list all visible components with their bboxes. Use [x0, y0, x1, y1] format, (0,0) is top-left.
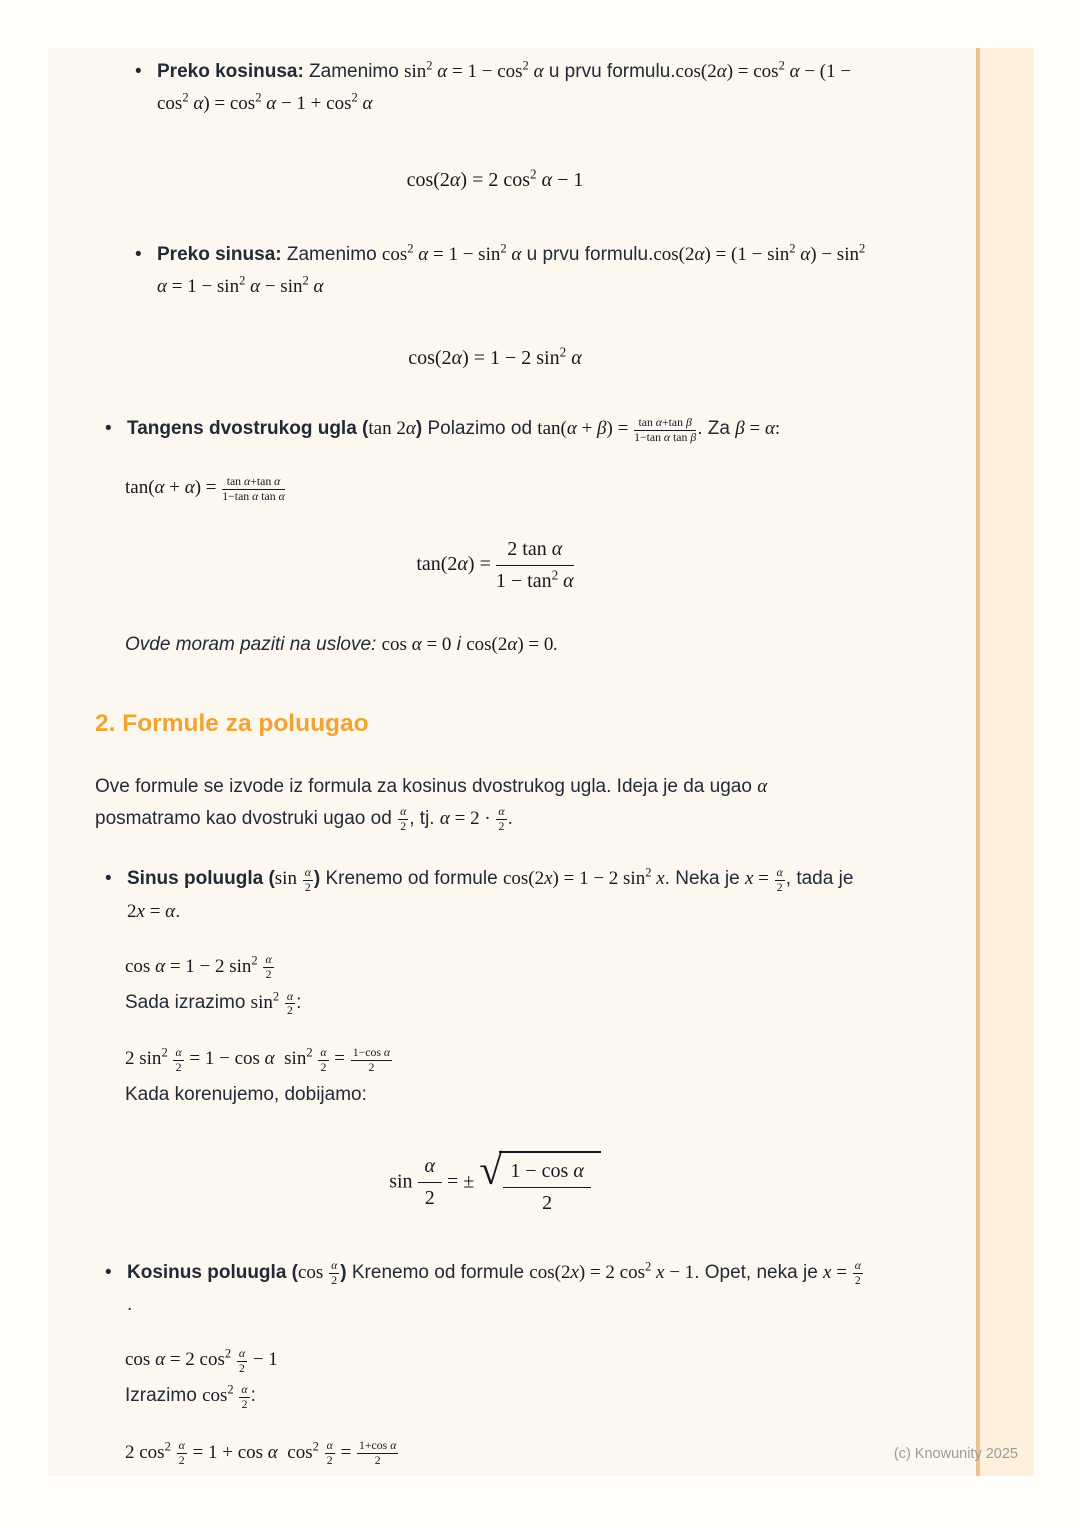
equation-cos-a-cos-half: cos α = 2 $\cos^2$ $\frac{\alpha}{2}$ − 1 [125, 1346, 278, 1375]
equation-tan-sum-step: tan(α + α) = $\frac{\text{tan α+tan α}}{\text{1−tan α tan α}}$ [125, 475, 285, 503]
section-intro-paragraph: Ove formule se izvode iz formula za kosinus dvostrukog ugla. Ideja je da ugao α posmatramo kao dvostruki ugao od $\frac{\alpha}{2}$ , tj. α = 2 · $\frac{\alpha}{2}$ . [95, 775, 768, 834]
section-heading-formule-za-poluugao: 2. Formule za poluugao [95, 709, 369, 737]
document-content [95, 56, 933, 1470]
text-sada-izrazimo: Sada izrazimo $\sin^2$ $\frac{\alpha}{2}$ : [125, 989, 302, 1018]
page-edge-stripe [976, 48, 1034, 1476]
text-kada-korenujemo: Kada korenujemo, dobijamo: [125, 1084, 367, 1106]
equation-cos2a-via-sin: cos(2α) = 1 − 2 $\sin^2 \alpha$ [408, 344, 582, 370]
bullet-icon: • [105, 418, 112, 440]
equation-2sin2-half: 2 $\sin^2$ $\frac{\alpha}{2}$ = 1 − cos α $\sin^2$ $\frac{\alpha}{2}$ = $\frac{\text{1−cos α}}{2}$ [125, 1045, 391, 1074]
bullet-icon: • [105, 868, 112, 890]
equation-tan2a: tan(2α) = $\frac{\text{2 tan α}}{1 - \tan^2 \alpha}$ [416, 537, 574, 592]
equation-sin-half-sqrt: sin $\frac{\alpha}{2}$ = ± √ $\frac{\text{1 − cos α}}{2}$ [95, 1149, 895, 1217]
equation-cos-a-sin-half: cos α = 1 − 2 $\sin^2$ $\frac{\alpha}{2}$ [125, 953, 272, 982]
bullet-icon: • [105, 1261, 112, 1283]
document-page [48, 48, 1034, 1476]
bullet-text: Tangens dvostrukog ugla (tan 2α) Polazimo od tan(α + β) = $\frac{\text{tan α+tan β}}{\text{1−tan α tan β}}$ . Za β = α: [127, 415, 781, 444]
bullet-text: Kosinus poluugla (cos $\frac{\alpha}{2}$ ) Krenemo od formule cos(2x) = 2 $\cos^2 x - 1$. Opet, neka je x = $\frac{\alpha}{2}$ . [127, 1259, 861, 1315]
watermark: (c) Knowunity 2025 [893, 1446, 1018, 1462]
bullet-text: Preko kosinusa: Zamenimo $\sin^2 \alpha = 1 - \cos^2 \alpha$ u prvu formulu.cos(2α) = $\cos^2 \alpha - (1 - \cos^2 \alpha) = \cos^2 \alpha - 1 + \cos^2 \alpha$ [157, 58, 852, 115]
bullet-text: Sinus poluugla (sin $\frac{\alpha}{2}$ ) Krenemo od formule cos(2x) = 1 − 2 $\sin^2 x$. Neka je x = $\frac{\alpha}{2}$ , tada je 2x = α. [127, 865, 854, 922]
equation-cos2a-via-cos: cos(2α) = 2 $\cos^2 \alpha - 1$ [406, 165, 584, 191]
equation-2cos2-half: 2 $\cos^2$ $\frac{\alpha}{2}$ = 1 + cos α $\cos^2$ $\frac{\alpha}{2}$ = $\frac{\text{1+cos α}}{2}$ [125, 1439, 397, 1467]
bullet-icon: • [135, 243, 142, 265]
text-izrazimo: Izrazimo $\cos^2$ $\frac{\alpha}{2}$ : [125, 1382, 256, 1411]
bullet-icon: • [135, 61, 142, 82]
list-item-preko-sinusa [135, 239, 933, 304]
list-item-tangens-dvostrukog-ugla [105, 413, 933, 445]
list-item-kosinus-poluugla [105, 1257, 933, 1322]
condition-note: Ovde moram paziti na uslove: cos α = 0 i cos(2α) = 0. [125, 633, 559, 655]
list-item-sinus-poluugla [105, 863, 933, 928]
list-item-preko-kosinusa [135, 56, 933, 121]
bullet-text: Preko sinusa: Zamenimo $\cos^2 \alpha = 1 - \sin^2 \alpha$ u prvu formulu.cos(2α) = $(1 - \sin^2 \alpha) - \sin^2 \alpha = 1 - \sin^2 \alpha - \sin^2 \alpha$ [157, 241, 866, 297]
